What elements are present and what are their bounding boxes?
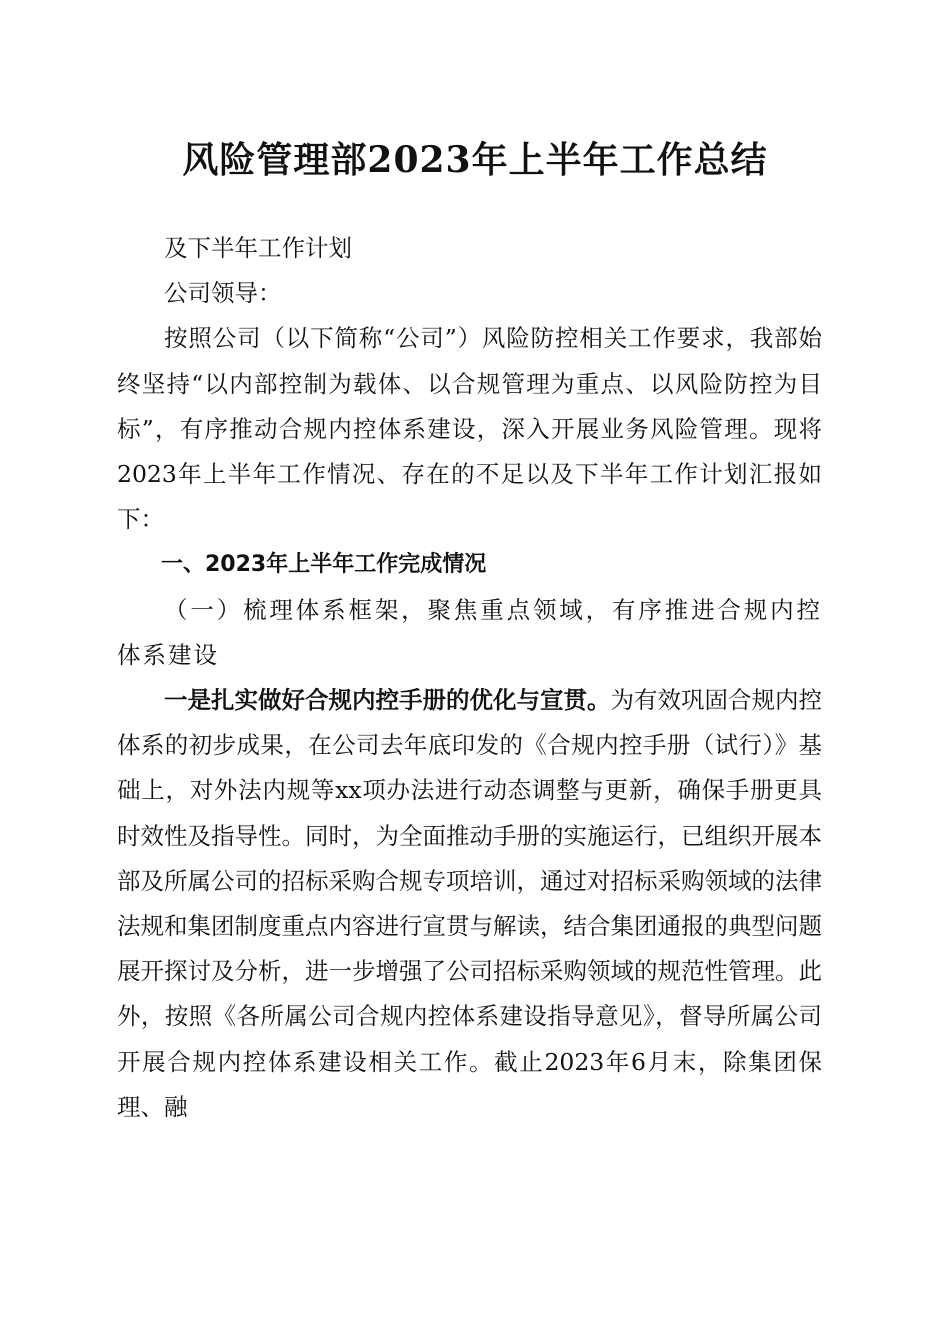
- paragraph-lead: 一是扎实做好合规内控手册的优化与宣贯。: [164, 686, 611, 715]
- subtitle-line: 及下半年工作计划: [164, 234, 352, 262]
- body-paragraph: [117, 678, 822, 1130]
- subsection-heading: （一）梳理体系框架，聚焦重点领域，有序推进合规内控体系建设: [117, 595, 822, 669]
- salutation: 公司领导：: [164, 279, 282, 308]
- paragraph-text: 为有效巩固合规内控体系的初步成果，在公司去年底印发的《合规内控手册（试行）》基础上，对外法内规等xx项办法进行动态调整与更新，确保手册更具时效性及指导性。同时，为全面推动手册的实施运行，已组织开展本部及所属公司的招标采购合规专项培训，通过对招标采购领域的法律法规和集团制度重点内容进行宣贯与解读，结合集团通报的典型问题展开探讨及分析，进一步增强了公司招标采购领域的规范性管理。此外，按照《各所属公司合规内控体系建设指导意见》，督导所属公司开展合规内控体系建设相关工作。截止2023年6月末，除集团保理、融: [117, 686, 822, 1121]
- document-body: [117, 226, 822, 1130]
- section-heading: 一、2023年上半年工作完成情况: [161, 552, 487, 578]
- intro-paragraph: 按照公司（以下简称“公司”）风险防控相关工作要求，我部始终坚持“以内部控制为载体、以合规管理为重点、以风险防控为目标”，有序推动合规内控体系建设，深入开展业务风险管理。现将2023年上半年工作情况、存在的不足以及下半年工作计划汇报如下：: [117, 324, 822, 534]
- document-title: 风险管理部2023年上半年工作总结: [182, 139, 768, 181]
